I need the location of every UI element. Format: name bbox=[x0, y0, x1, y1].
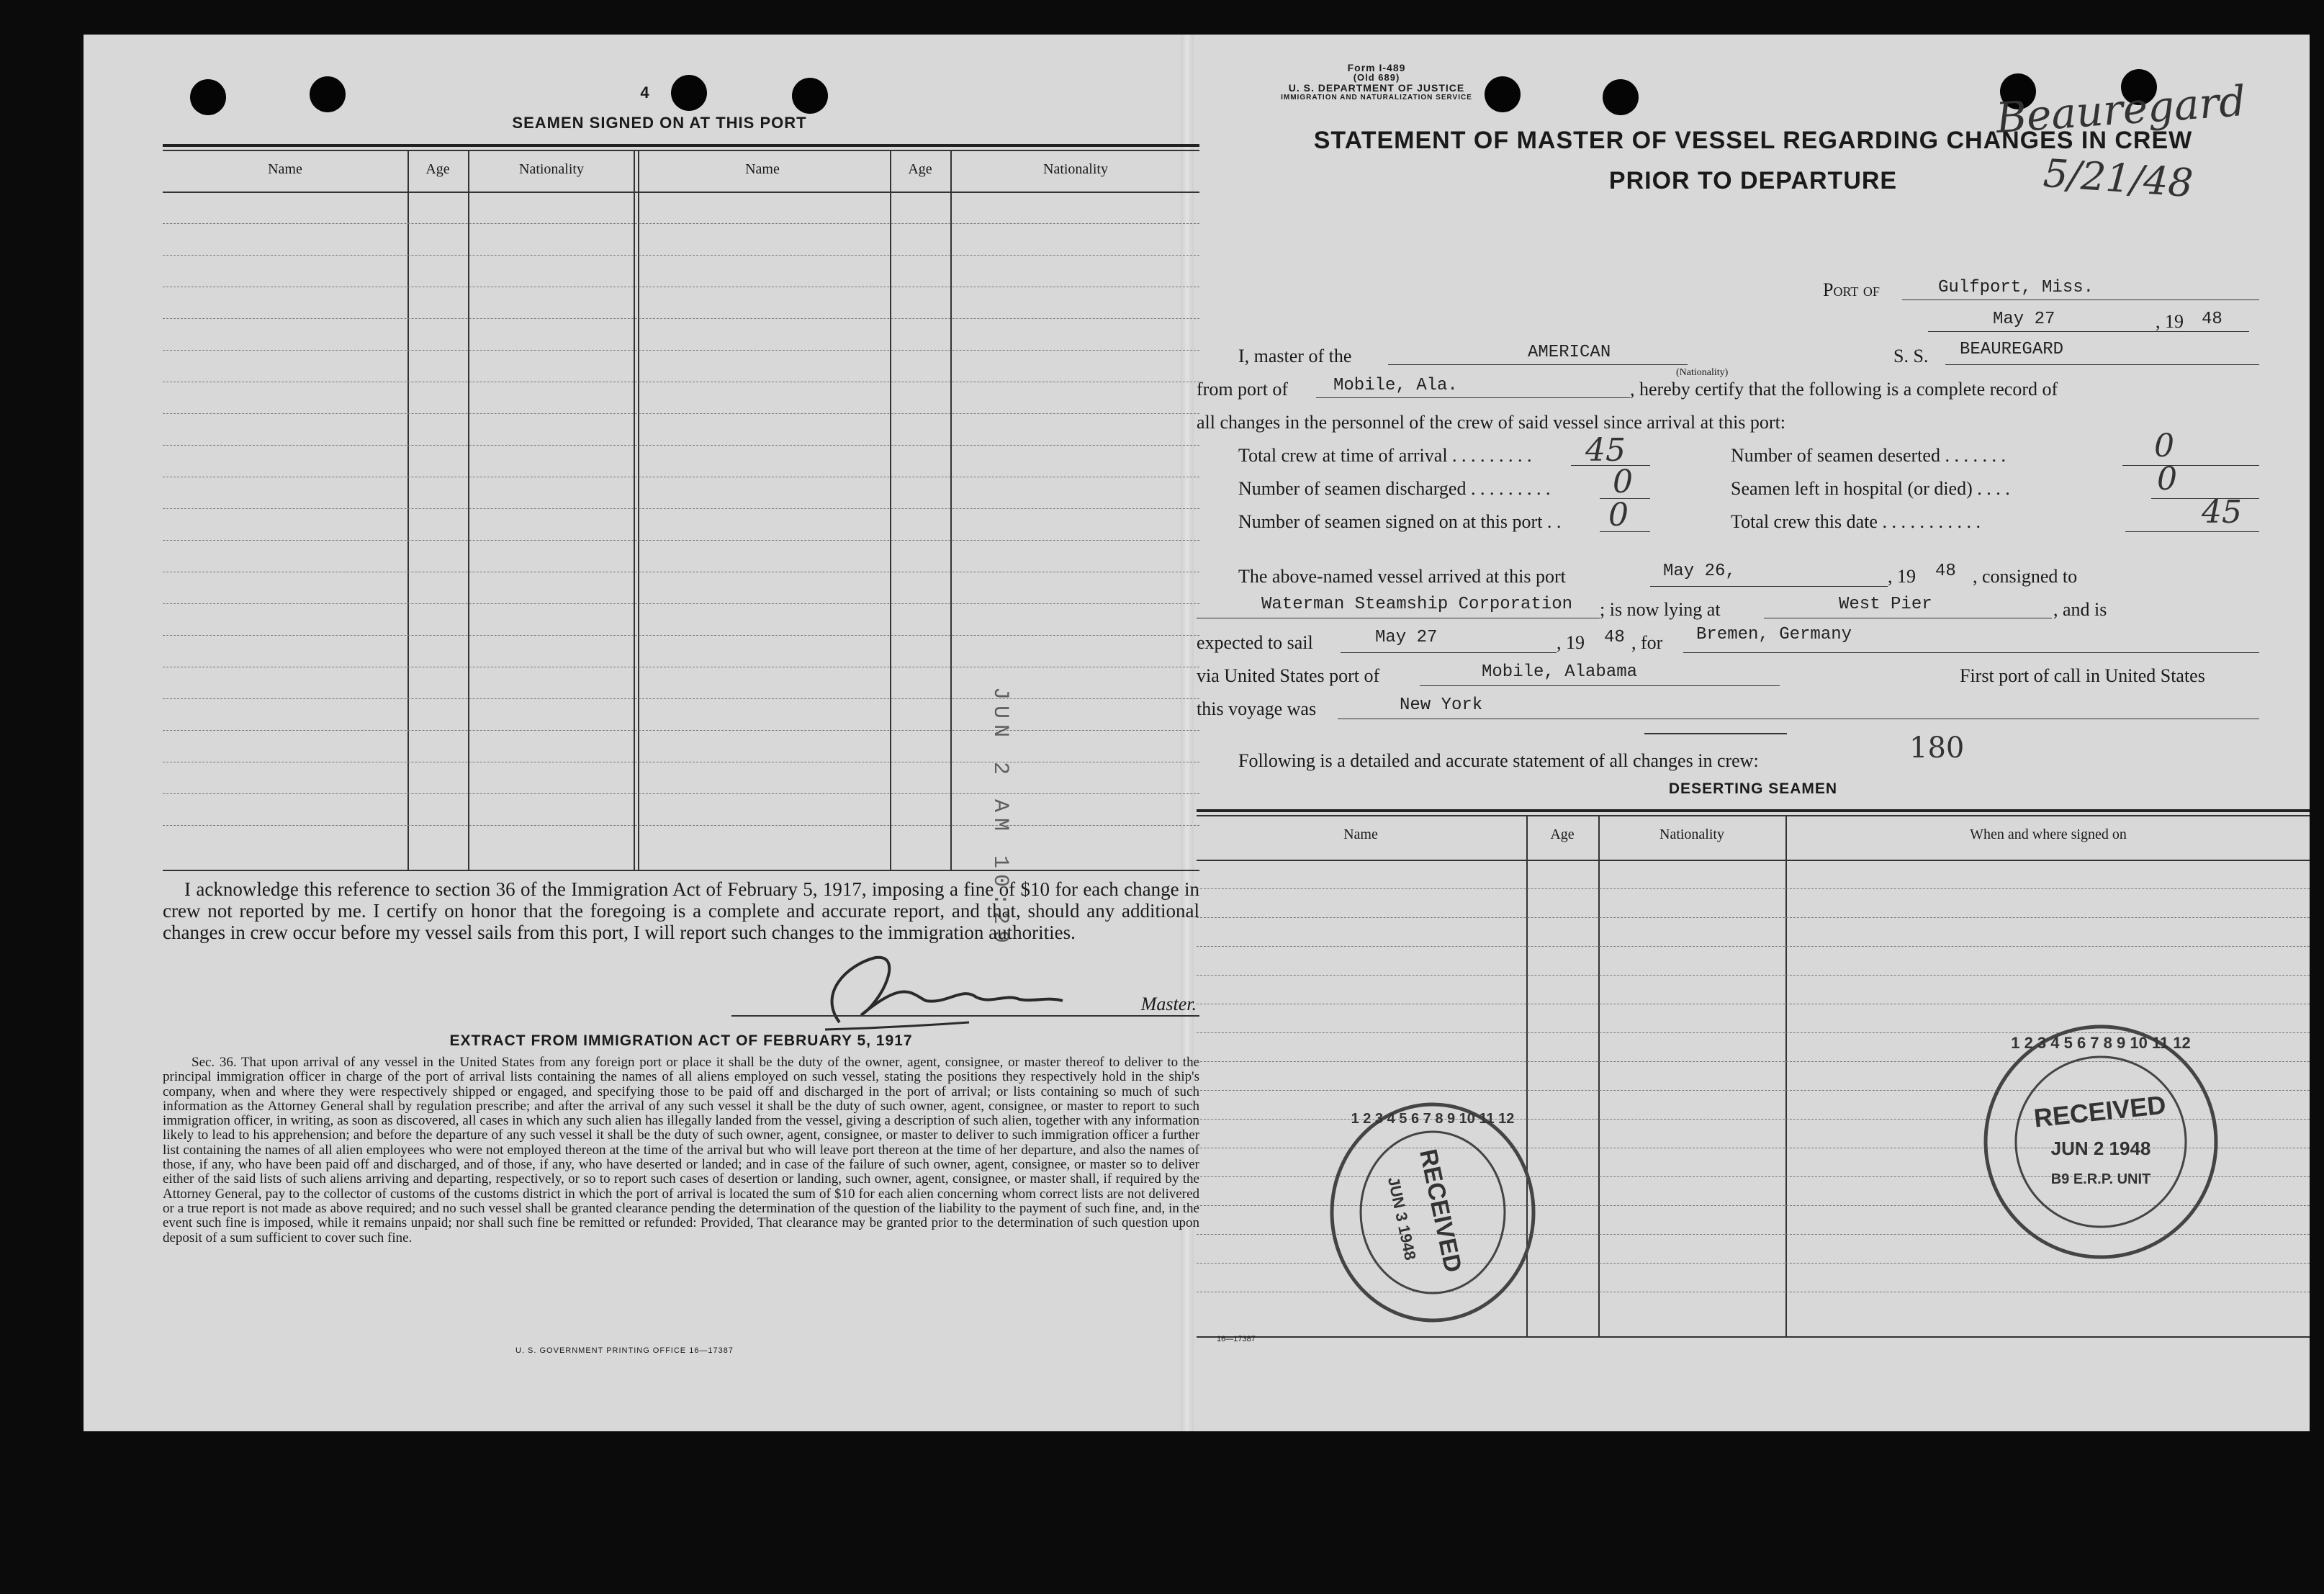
for-label: , for bbox=[1631, 632, 1663, 653]
destination-value: Bremen, Germany bbox=[1696, 625, 1852, 644]
lying-value: West Pier bbox=[1839, 595, 1932, 614]
table-top-rule bbox=[163, 150, 1199, 151]
signed-on-label: Number of seamen signed on at this port . . bbox=[1238, 511, 1562, 532]
table-row bbox=[163, 825, 1199, 826]
table-row bbox=[1197, 946, 2310, 947]
following-label: Following is a detailed and accurate statement of all changes in crew: bbox=[1238, 750, 1759, 771]
master-label: Master. bbox=[1140, 994, 1197, 1014]
separator-rule bbox=[1644, 733, 1787, 734]
certify-text-2: all changes in the personnel of the crew of said vessel since arrival at this port: bbox=[1197, 412, 1786, 433]
table-row bbox=[163, 603, 1199, 604]
table-row bbox=[1197, 975, 2310, 976]
expected-label: expected to sail bbox=[1197, 632, 1313, 653]
printer-line: 16—17387 bbox=[1217, 1335, 1256, 1343]
table-row bbox=[163, 350, 1199, 351]
table-row bbox=[1197, 917, 2310, 918]
deserted-label: Number of seamen deserted . . . . . . . bbox=[1731, 445, 2006, 466]
page-number: 4 bbox=[640, 84, 650, 102]
table-row bbox=[163, 255, 1199, 256]
column-header: Nationality bbox=[1659, 827, 1724, 842]
table-row bbox=[163, 730, 1199, 731]
arrived-year-value: 48 bbox=[1935, 562, 1956, 581]
section-title: SEAMEN SIGNED ON AT THIS PORT bbox=[512, 114, 807, 132]
header-rule bbox=[163, 192, 1199, 193]
via-label: via United States port of bbox=[1197, 665, 1380, 686]
deserted-fill bbox=[2122, 465, 2259, 466]
form-title-line2: PRIOR TO DEPARTURE bbox=[1608, 167, 1898, 194]
expected-year-value: 48 bbox=[1604, 628, 1625, 647]
port-value: Gulfport, Miss. bbox=[1938, 278, 2094, 297]
stamp-date: JUN 2 1948 bbox=[2050, 1138, 2151, 1159]
table-top-rule bbox=[1197, 809, 2310, 812]
column-header: Age bbox=[1550, 827, 1575, 842]
table-top-rule bbox=[1197, 815, 2310, 816]
deserting-title: DESERTING SEAMEN bbox=[1668, 780, 1838, 797]
certify-text: , hereby certify that the following is a complete record of bbox=[1630, 379, 2058, 400]
table-row bbox=[163, 793, 1199, 794]
lying-label: ; is now lying at bbox=[1600, 599, 1721, 620]
voyage-label: this voyage was bbox=[1197, 698, 1317, 719]
arrived-year-prefix: , 19 bbox=[1888, 566, 1916, 587]
discharged-label: Number of seamen discharged . . . . . . . . . bbox=[1238, 478, 1551, 499]
table-row bbox=[163, 223, 1199, 224]
handwritten-ship-name: Beauregard bbox=[1994, 76, 2248, 143]
total-date-value: 45 bbox=[2202, 494, 2242, 531]
consigned-label: , consigned to bbox=[1973, 566, 2078, 587]
form-number: Form I-489 bbox=[1347, 62, 1406, 73]
discharged-value: 0 bbox=[1613, 464, 1633, 500]
hospital-label: Seamen left in hospital (or died) . . . . bbox=[1731, 478, 2010, 499]
total-date-label: Total crew this date . . . . . . . . . . . bbox=[1731, 511, 1981, 532]
from-port-label: from port of bbox=[1197, 379, 1289, 400]
stamp-digits: 1 2 3 4 5 6 7 8 9 10 11 12 bbox=[1351, 1111, 1515, 1127]
signature-line bbox=[731, 1015, 1199, 1017]
column-header: Nationality bbox=[519, 161, 584, 177]
date-value: May 27 bbox=[1993, 310, 2055, 329]
from-port-fill-line bbox=[1316, 397, 1630, 398]
total-arrival-label: Total crew at time of arrival . . . . . . . . . bbox=[1238, 445, 1532, 466]
total-date-fill bbox=[2125, 531, 2259, 532]
date-fill-line bbox=[1928, 331, 2249, 332]
master-of-label: I, master of the bbox=[1238, 346, 1352, 366]
column-header: Age bbox=[425, 161, 450, 177]
stamp-label: RECEIVED bbox=[1414, 1146, 1467, 1275]
handwritten-number: 180 bbox=[1909, 731, 1965, 765]
form-title-line1: STATEMENT OF MASTER OF VESSEL REGARDING CHANGES IN CREW bbox=[1313, 127, 2193, 154]
from-port-value: Mobile, Ala. bbox=[1333, 376, 1458, 395]
nationality-caption: (Nationality) bbox=[1676, 367, 1729, 378]
left-page bbox=[84, 35, 1199, 1431]
port-label: Port of bbox=[1823, 279, 1880, 300]
vertical-date-stamp: JUN 2 AM 10:29 bbox=[988, 687, 1012, 950]
expected-value: May 27 bbox=[1375, 628, 1438, 647]
header-rule bbox=[1197, 860, 2310, 861]
stamp-unit: B9 E.R.P. UNIT bbox=[2050, 1171, 2151, 1187]
right-page bbox=[1197, 35, 2310, 1431]
stamp-digits: 1 2 3 4 5 6 7 8 9 10 11 12 bbox=[2011, 1034, 2191, 1052]
total-arrival-value: 45 bbox=[1585, 432, 1626, 469]
table-row bbox=[163, 635, 1199, 636]
printer-line: U. S. GOVERNMENT PRINTING OFFICE 16—17387 bbox=[515, 1346, 734, 1355]
acknowledgment-paragraph: I acknowledge this reference to section 36 of the Immigration Act of February 5, 1917, imposing a fine of $10 for each change in crew not reported by me. I certify on honor that the foregoing is a complete and accurate report, and that, should any additional changes in crew occur before my vessel sails from this port, I will report such changes to the immigration authorities. bbox=[163, 878, 1199, 943]
ship-value: BEAUREGARD bbox=[1960, 340, 2064, 359]
signed-on-value: 0 bbox=[1608, 497, 1629, 533]
year-value: 48 bbox=[2202, 310, 2222, 329]
column-header: Name bbox=[268, 161, 302, 177]
table-row bbox=[163, 445, 1199, 446]
table-top-rule bbox=[163, 144, 1199, 147]
table-row bbox=[163, 413, 1199, 414]
ss-label: S. S. bbox=[1893, 346, 1929, 366]
arrived-fill-line bbox=[1650, 586, 1888, 587]
arrived-value: May 26, bbox=[1663, 562, 1736, 581]
table-bottom-rule bbox=[1197, 1336, 2310, 1338]
column-divider bbox=[1598, 815, 1600, 1336]
table-row bbox=[163, 318, 1199, 319]
and-is-label: , and is bbox=[2053, 599, 2107, 620]
received-stamp bbox=[1978, 1019, 2223, 1264]
arrived-label: The above-named vessel arrived at this port bbox=[1238, 566, 1566, 587]
ship-fill-line bbox=[1945, 364, 2259, 365]
via-value: Mobile, Alabama bbox=[1482, 662, 1638, 682]
stamp-label: RECEIVED bbox=[2032, 1089, 2168, 1133]
expected-fill-line bbox=[1341, 652, 1557, 653]
first-port-label: First port of call in United States bbox=[1960, 665, 2205, 686]
handwritten-date: 5/21/48 bbox=[2042, 150, 2195, 207]
destination-fill-line bbox=[1683, 652, 2259, 653]
voyage-value: New York bbox=[1400, 695, 1483, 715]
hospital-value: 0 bbox=[2157, 461, 2177, 497]
department-name: U. S. DEPARTMENT OF JUSTICE bbox=[1288, 82, 1465, 94]
extract-text: Sec. 36. That upon arrival of any vessel in the United States from any foreign port or place it shall be the duty of the owner, agent, consignee, or master thereof to deliver to the principal immigration officer in charge of the port of arrival lists containing the names of all aliens employed on such vessel, stating the positions they respectively hold in the ship's company, when and where they were respectively shipped or engaged, and specifying those to be paid off and discharged in the port of arrival; or lists containing so much of such information as the Attorney General shall by regulation prescribe; and after the arrival of any such vessel it shall be the duty of such owner, agent, consignee, or master to report to such immigration officer, in writing, as soon as discovered, all cases in which any such alien has illegally landed from the vessel, giving a description of such alien, together with any information likely to lead to his apprehension; and before the departure of any such vessel it shall be the duty of such owner, agent, consignee, or master to deliver to such immigration officer a further list containing the names of all alien employees who were not employed thereon at the time of the arrival but who will leave port thereon at the time of her departure, and also the names of those, if any, who have been paid off and discharged, and of those, if any, who have deserted or landed; and in case of the failure of such owner, agent, consignee, or master so to deliver either of the said lists of such aliens arriving and departing, respectively, or so to report such cases of desertion or landing, such owner, agent, consignee, or master shall, if required by the Attorney General, pay to the collector of customs of the customs district in which the port of arrival is located the sum of $10 for each alien concerning whom correct lists are not delivered or a true report is not made as above required; and no such vessel shall be granted clearance pending the determination of the question of the liability to the payment of such fine, and, in the event such fine is imposed, while it remains unpaid; nor shall such fine be remitted or refunded: Provided, That clearance may be granted prior to the determination of such question upon deposit of a sum sufficient to cover such fine. bbox=[163, 1055, 1199, 1246]
column-header: Name bbox=[745, 161, 780, 177]
nationality-fill-line bbox=[1388, 364, 1688, 365]
form-old-number: (Old 689) bbox=[1353, 72, 1400, 83]
service-name: IMMIGRATION AND NATURALIZATION SERVICE bbox=[1281, 94, 1472, 102]
table-row bbox=[1197, 888, 2310, 889]
year-prefix: , 19 bbox=[2156, 311, 2184, 332]
column-header: Nationality bbox=[1043, 161, 1108, 177]
column-header: Name bbox=[1343, 827, 1378, 842]
table-row bbox=[163, 698, 1199, 699]
table-row bbox=[163, 540, 1199, 541]
expected-year-prefix: , 19 bbox=[1557, 632, 1585, 653]
deserted-value: 0 bbox=[2154, 428, 2174, 464]
master-signature bbox=[731, 936, 1077, 1037]
received-stamp-rotated bbox=[1325, 1097, 1541, 1328]
nationality-value: AMERICAN bbox=[1528, 343, 1611, 362]
table-row bbox=[163, 508, 1199, 509]
column-divider bbox=[1785, 815, 1787, 1336]
via-fill-line bbox=[1420, 685, 1780, 686]
document-sheet bbox=[84, 35, 2310, 1431]
extract-title: EXTRACT FROM IMMIGRATION ACT OF FEBRUARY 5, 1917 bbox=[449, 1032, 913, 1049]
column-header: Age bbox=[908, 161, 932, 177]
stamp-date: JUN 3 1948 bbox=[1384, 1175, 1420, 1262]
column-header: When and where signed on bbox=[1970, 827, 2127, 842]
consignee-value: Waterman Steamship Corporation bbox=[1261, 595, 1573, 614]
table-bottom-rule bbox=[163, 870, 1199, 871]
